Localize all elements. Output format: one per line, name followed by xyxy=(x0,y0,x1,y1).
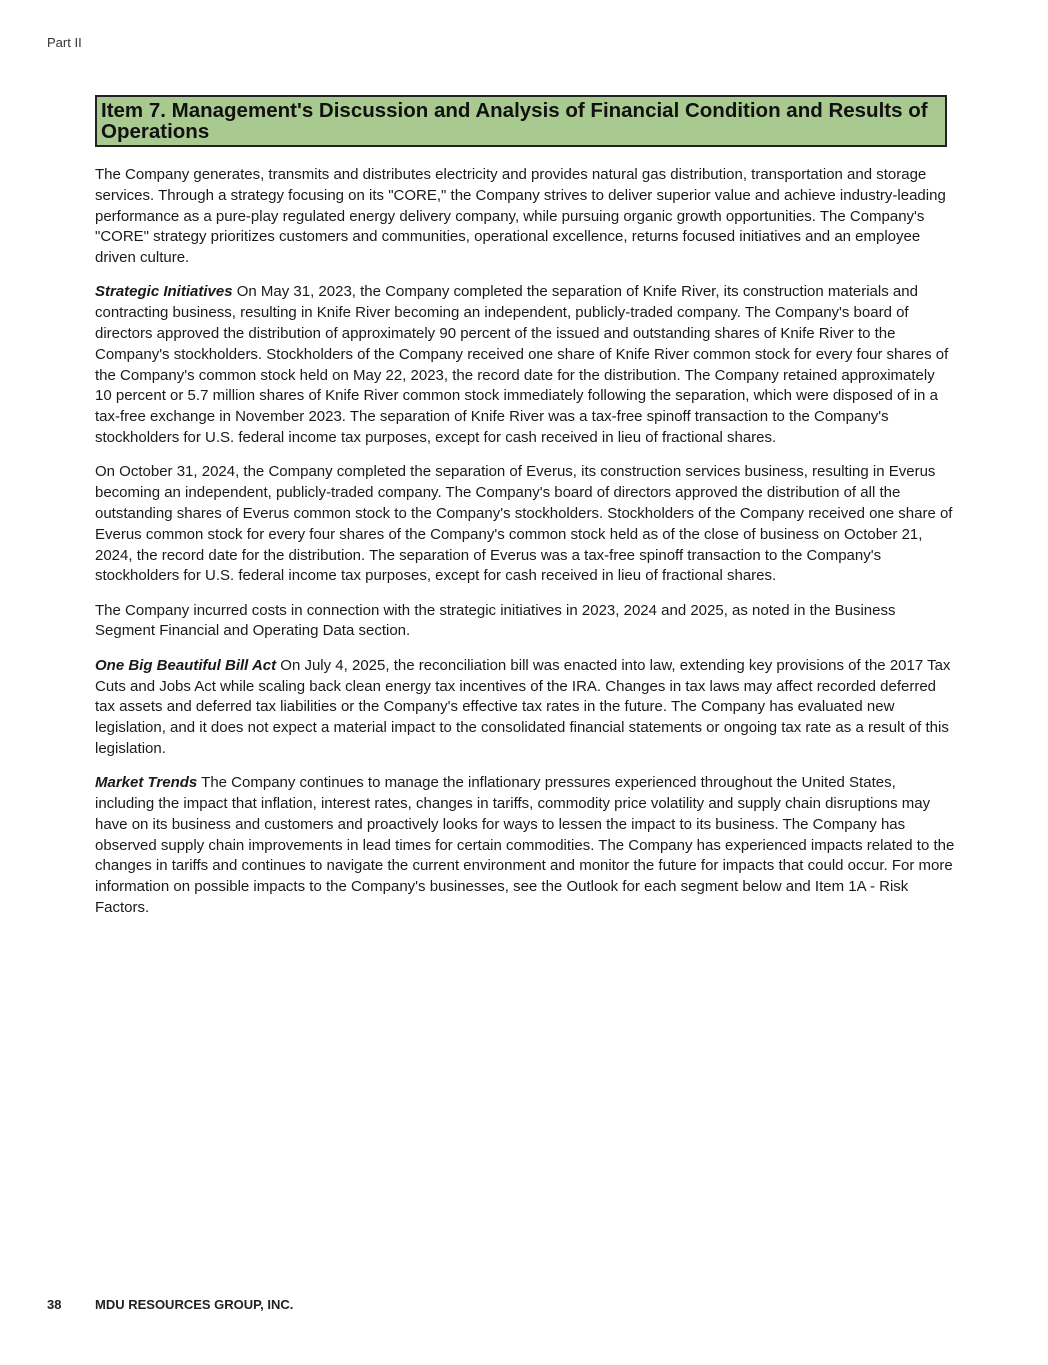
paragraph-obbba xyxy=(95,656,955,760)
paragraph-lead: One Big Beautiful Bill Act xyxy=(95,656,277,674)
paragraph-text: On July 4, 2025, the reconciliation bill was enacted into law, extending key provisions of the 2017 Tax Cuts and Jobs Act while scaling back clean energy tax incentives of the IRA. Changes in tax laws may affect recorded deferred tax assets and deferred tax liabilities or the Company's effective tax rates in the future. The Company has evaluated new legislation, and it does not expect a material impact to the consolidated financial statements or ongoing tax rate as a result of this legislation. xyxy=(95,656,951,757)
paragraph-text: On October 31, 2024, the Company completed the separation of Everus, its construction services business, resulting in Everus becoming an independent, publicly-traded company. The Company's board of directors approved the distribution of all the outstanding shares of Everus common stock to the Company's stockholders. Stockholders of the Company received one share of Everus common stock for every four shares of the Company's common stock held as of the close of business on October 21, 2024, the record date for the distribution. The separation of Everus was a tax-free spinoff transaction to the Company's stockholders for U.S. federal income tax purposes, except for cash received in lieu of fractional shares. xyxy=(95,463,953,585)
page-number: 38 xyxy=(47,1297,62,1312)
part-label: Part II xyxy=(47,35,82,50)
paragraph-costs xyxy=(95,601,955,643)
paragraph-market-trends xyxy=(95,773,955,919)
paragraph-text: On May 31, 2023, the Company completed the separation of Knife River, its construction materials and contracting business, resulting in Knife River becoming an independent, publicly-traded company. The Company's board of directors approved the distribution of approximately 90 percent of the issued and outstanding shares of Knife River to the Company's stockholders. Stockholders of the Company received one share of Knife River common stock for every four shares of the Company's common stock held on May 22, 2023, the record date for the distribution. The Company retained approximately 10 percent or 5.7 million shares of Knife River common stock immediately following the separation, which were disposed of in a tax-free exchange in November 2023. The separation of Knife River was a tax-free spinoff transaction to the Company's stockholders for U.S. federal income tax purposes, except for cash received in lieu of fractional shares. xyxy=(95,283,949,447)
body-text xyxy=(95,165,955,932)
paragraph-lead: Market Trends xyxy=(95,774,198,792)
paragraph-text: The Company continues to manage the inflationary pressures experienced throughout the United States, including the impact that inflation, interest rates, changes in tariffs, commodity price volatility and supply chain disruptions may have on its business and customers and proactively looks for ways to lessen the impact to its business. The Company has observed supply chain improvements in lead times for certain commodities. The Company has experienced impacts related to the changes in tariffs and continues to navigate the current environment and monitor the future for impacts that could occur. For more information on possible impacts to the Company's businesses, see the Outlook for each segment below and Item 1A - Risk Factors. xyxy=(95,774,955,916)
paragraph-strategic-initiatives xyxy=(95,282,955,448)
company-name: MDU RESOURCES GROUP, INC. xyxy=(95,1297,294,1312)
paragraph-text: The Company incurred costs in connection with the strategic initiatives in 2023, 2024 and 2025, as noted in the Business Segment Financial and Operating Data section. xyxy=(95,601,896,640)
paragraph-everus xyxy=(95,462,955,587)
paragraph-intro xyxy=(95,165,955,269)
page-footer xyxy=(47,1297,293,1312)
paragraph-lead: Strategic Initiatives xyxy=(95,283,233,301)
paragraph-text: The Company generates, transmits and distributes electricity and provides natural gas distribution, transportation and storage services. Through a strategy focusing on its "CORE," the Company strives to deliver superior value and achieve industry-leading performance as a pure-play regulated energy delivery company, while pursuing organic growth opportunities. The Company's "CORE" strategy prioritizes customers and communities, operational excellence, returns focused initiatives and an employee driven culture. xyxy=(95,166,946,267)
section-heading: Item 7. Management's Discussion and Analysis of Financial Condition and Results of Operations xyxy=(95,95,947,147)
